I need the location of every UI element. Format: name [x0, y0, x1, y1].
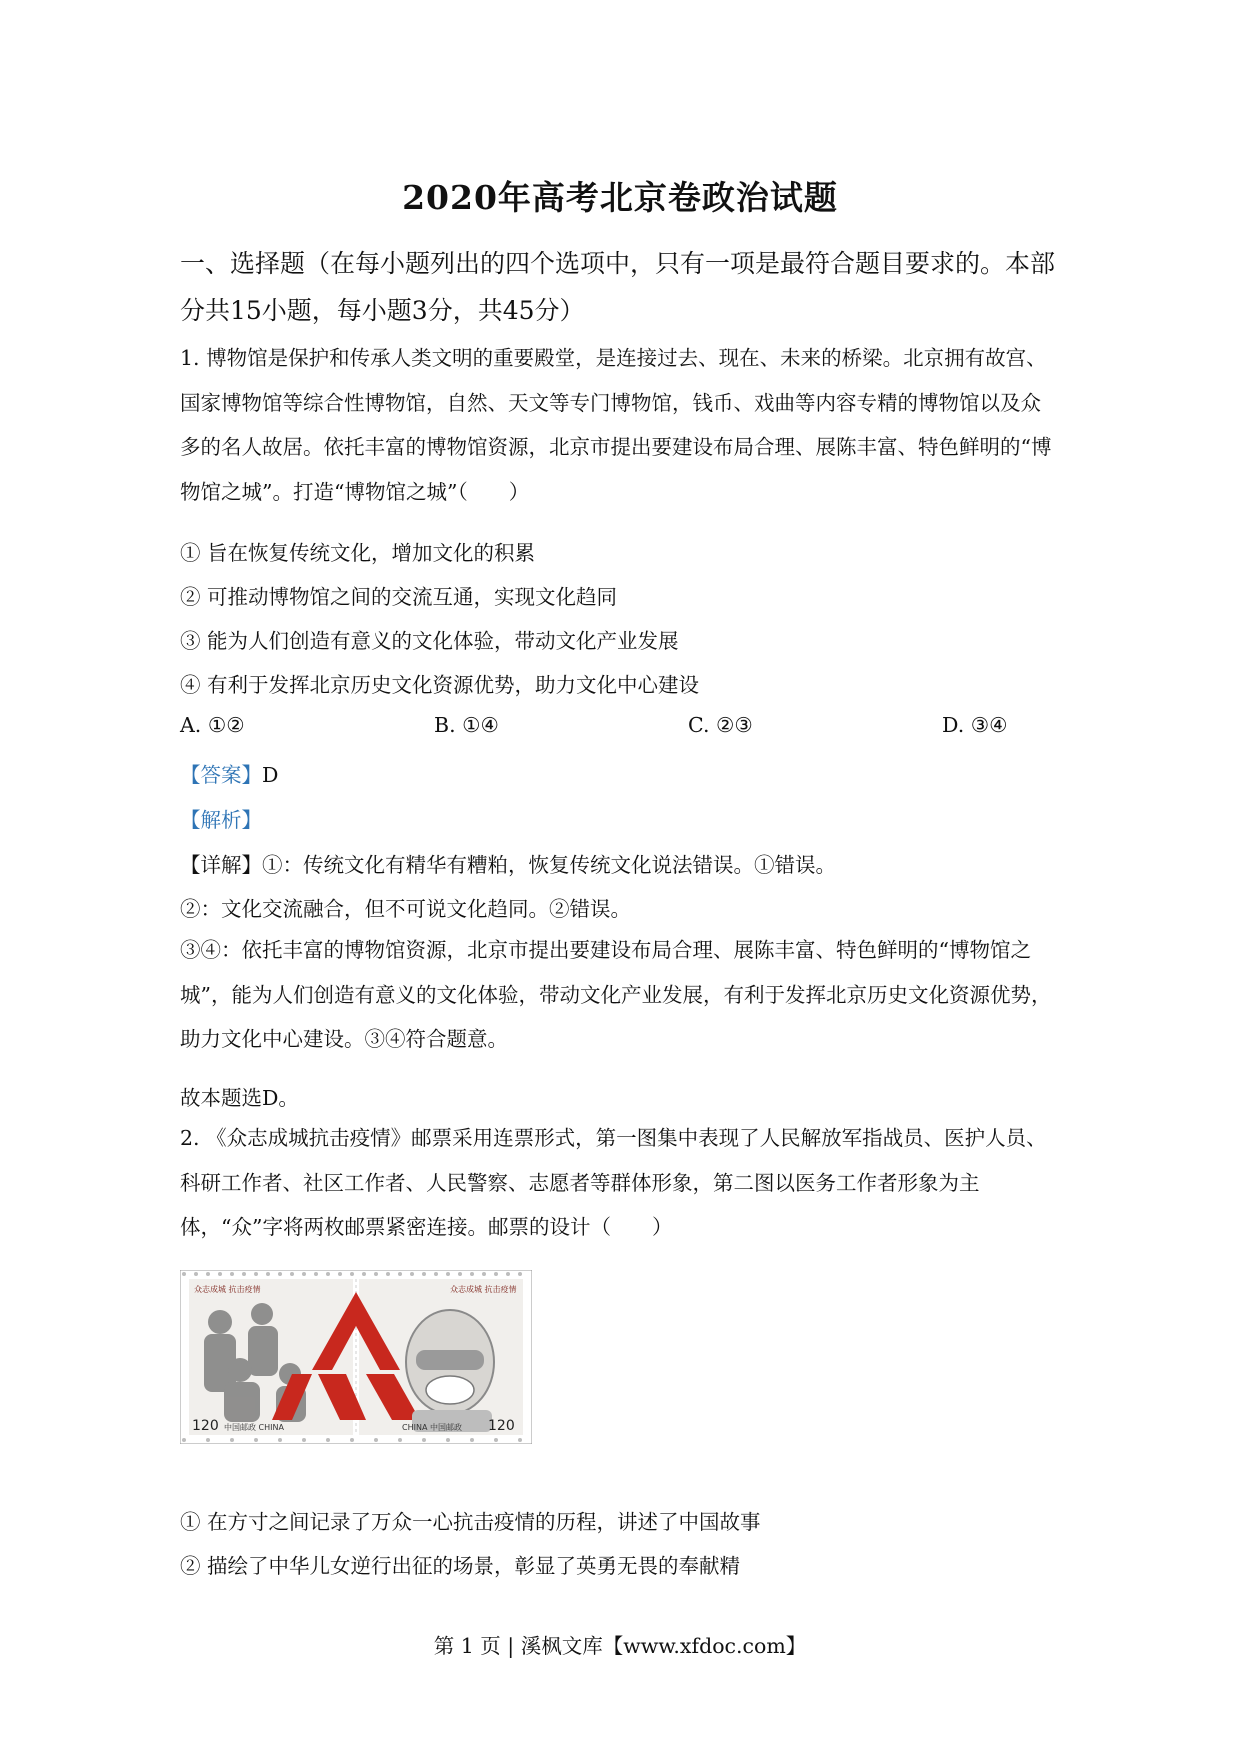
q2-item-2: ② 描绘了中华儿女逆行出征的场景，彰显了英勇无畏的奉献精: [180, 1554, 741, 1578]
detail-tag: 【详解】: [180, 853, 262, 877]
stamp-caption-right: 众志成城 抗击疫情: [450, 1285, 517, 1294]
q1-option-a: A. ①②: [180, 713, 245, 737]
stamp-caption-left: 众志成城 抗击疫情: [194, 1285, 261, 1294]
page-title: 2020年高考北京卷政治试题: [402, 178, 838, 217]
q1-detail-2: ②：文化交流融合，但不可说文化趋同。②错误。: [180, 897, 631, 921]
stamp-value-left: 120: [192, 1418, 219, 1434]
q1-option-c: C. ②③: [688, 713, 753, 737]
page-footer: 第 1 页 | 溪枫文库【www.xfdoc.com】: [433, 1634, 807, 1658]
detail-text-1: ①：传统文化有精华有糟粕，恢复传统文化说法错误。①错误。: [262, 853, 836, 877]
stamp-label-right: CHINA 中国邮政: [402, 1423, 462, 1432]
q1-answer: [180, 758, 278, 788]
question-2-stem: 2. 《众志成城抗击疫情》邮票采用连票形式，第一图集中表现了人民解放军指战员、医护人员、科研工作者、社区工作者、人民警察、志愿者等群体形象，第二图以医务工作者形象为主体，“众”字将两枚邮票紧密连接。邮票的设计（ ）: [180, 1126, 1047, 1239]
q1-option-d: D. ③④: [942, 713, 1008, 737]
q1-item-4: ④ 有利于发挥北京历史文化资源优势，助力文化中心建设: [180, 673, 700, 697]
analysis-tag: 【解析】: [180, 808, 262, 832]
q1-option-b: B. ①④: [434, 713, 499, 737]
q1-conclusion: 故本题选D。: [180, 1086, 299, 1110]
question-1-stem: 1. 博物馆是保护和传承人类文明的重要殿堂，是连接过去、现在、未来的桥梁。北京拥有故宫、国家博物馆等综合性博物馆，自然、天文等专门博物馆，钱币、戏曲等内容专精的博物馆以及众多的名人故居。依托丰富的博物馆资源，北京市提出要建设布局合理、展陈丰富、特色鲜明的“博物馆之城”。打造“博物馆之城”（ ）: [180, 346, 1052, 504]
medical-worker-figure: [406, 1310, 494, 1432]
q1-item-3: ③ 能为人们创造有意义的文化体验，带动文化产业发展: [180, 629, 679, 653]
stamp-label-left: 中国邮政 CHINA: [224, 1423, 284, 1432]
answer-tag: 【答案】: [180, 763, 262, 787]
stamp-value-right: 120: [488, 1418, 515, 1434]
q1-item-2: ② 可推动博物馆之间的交流互通，实现文化趋同: [180, 585, 618, 609]
q1-item-1: ① 旨在恢复传统文化，增加文化的积累: [180, 541, 536, 565]
q2-item-1: ① 在方寸之间记录了万众一心抗击疫情的历程，讲述了中国故事: [180, 1510, 761, 1534]
section-heading: 一、选择题（在每小题列出的四个选项中，只有一项是最符合题目要求的。本部分共15小题，每小题3分，共45分）: [180, 249, 1056, 325]
q1-detail-3: ③④：依托丰富的博物馆资源，北京市提出要建设布局合理、展陈丰富、特色鲜明的“博物馆之城”，能为人们创造有意义的文化体验，带动文化产业发展，有利于发挥北京历史文化资源优势，助力文化中心建设。③④符合题意。: [180, 938, 1052, 1051]
answer-value: D: [262, 763, 279, 787]
q1-detail-1: [180, 848, 836, 878]
stamp-image: [180, 1270, 532, 1444]
